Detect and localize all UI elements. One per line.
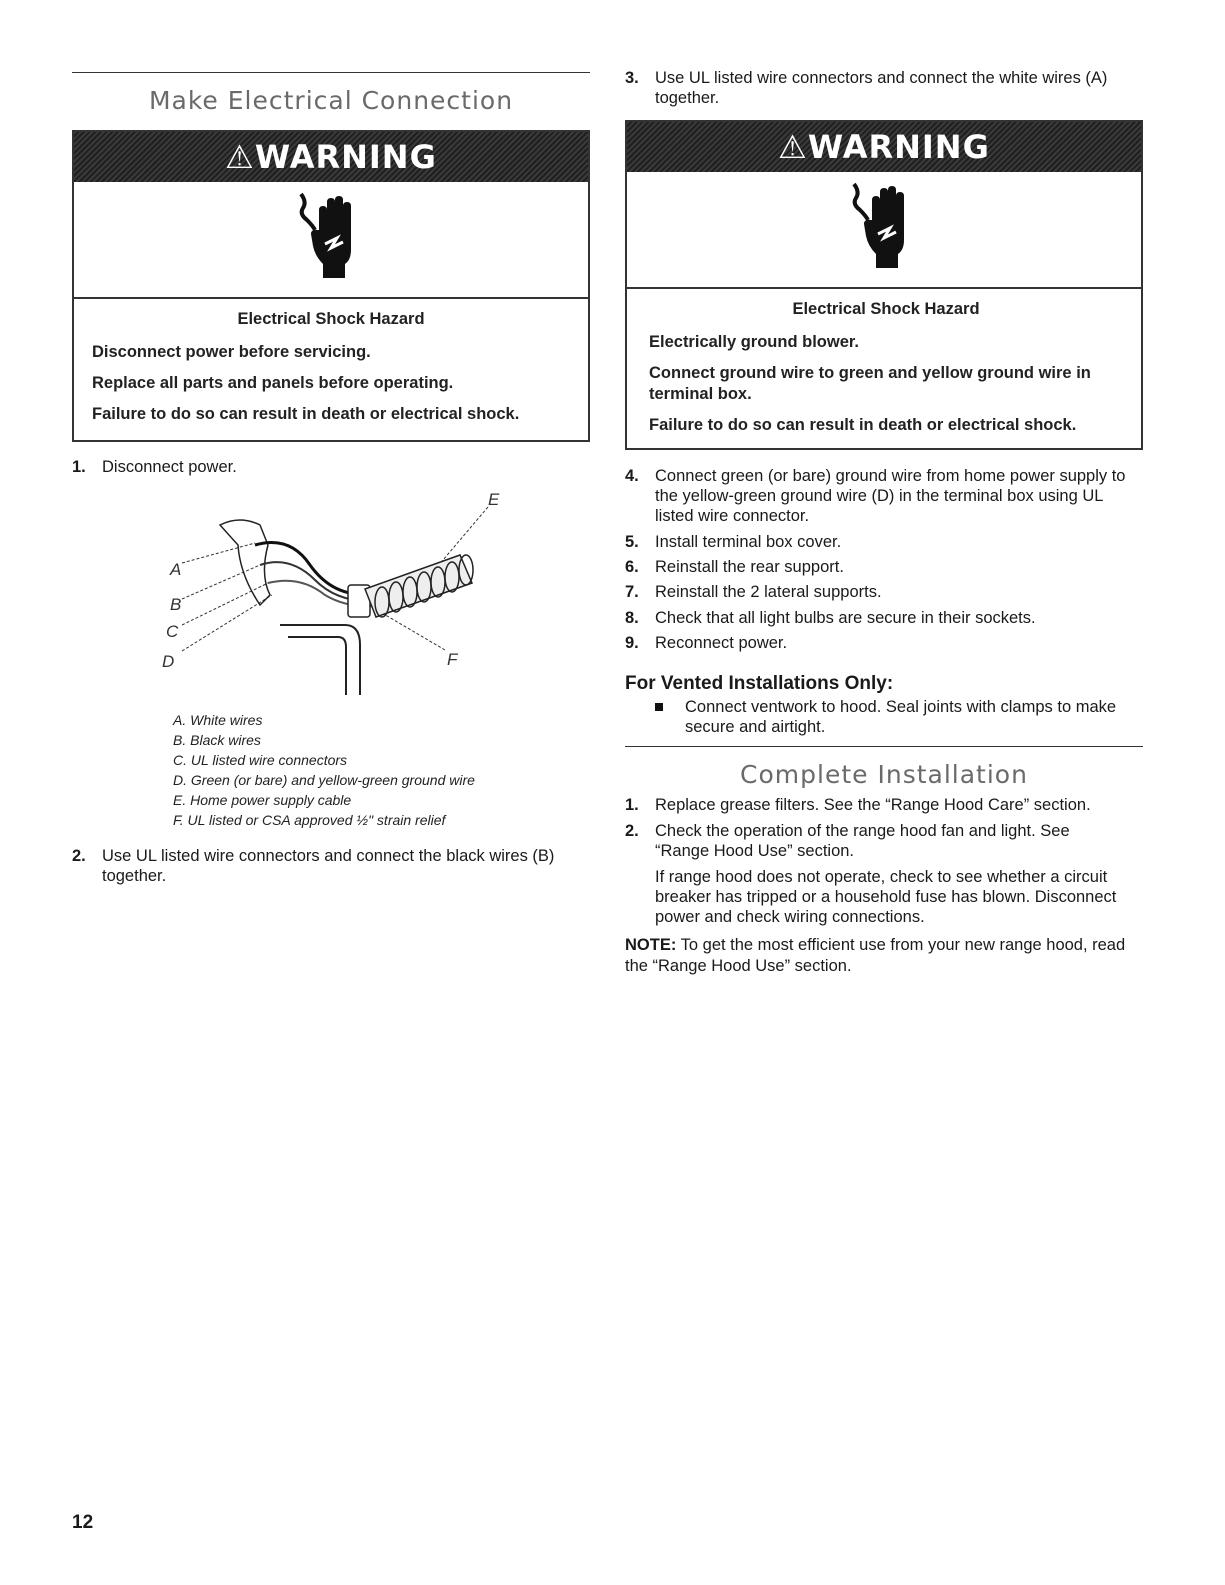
- electric-shock-hand-icon: [297, 190, 365, 280]
- hazard-title: Electrical Shock Hazard: [792, 300, 980, 318]
- figure-legend: [173, 710, 475, 830]
- step-7: [625, 582, 1140, 602]
- step-text: Install terminal box cover.: [655, 533, 842, 551]
- vented-installations-heading: For Vented Installations Only:: [625, 673, 894, 694]
- step-3: [625, 68, 1145, 108]
- electric-shock-hand-icon: [850, 180, 918, 270]
- figure-label-c: C: [166, 622, 179, 641]
- step-text: Use UL listed wire connectors and connect the black wires (B) together.: [102, 847, 555, 885]
- figure-label-f: F: [447, 650, 458, 669]
- warning-body: [627, 289, 1141, 454]
- shock-icon-row: [74, 182, 588, 299]
- note-label: NOTE:: [625, 936, 677, 954]
- step-text: Replace grease filters. See the “Range Hood Care” section.: [655, 796, 1091, 814]
- figure-label-d: D: [162, 652, 175, 671]
- note-text: To get the most efficient use from your new range hood, read the “Range Hood Use” section.: [625, 936, 1126, 975]
- step-number: 2.: [625, 822, 639, 840]
- step-text: Use UL listed wire connectors and connect the white wires (A) together.: [655, 69, 1108, 107]
- section-title-make-electrical: Make Electrical Connection: [148, 86, 514, 115]
- legend-item: E. Home power supply cable: [173, 792, 352, 808]
- wiring-diagram: [160, 485, 520, 700]
- figure-label-e: E: [488, 490, 500, 509]
- step-number: 1.: [72, 458, 86, 476]
- step-text: Reconnect power.: [655, 634, 788, 652]
- figure-label-b: B: [170, 595, 182, 614]
- step-5: [625, 532, 1140, 552]
- step-number: 6.: [625, 558, 639, 576]
- step-9: [625, 633, 1140, 653]
- warning-line: Failure to do so can result in death or electrical shock.: [92, 405, 520, 423]
- step-1: [72, 457, 590, 477]
- step-text: Check the operation of the range hood fan and light. See “Range Hood Use” section.: [655, 822, 1070, 860]
- step-4: [625, 466, 1140, 526]
- warning-triangle-icon: ⚠: [778, 128, 808, 166]
- section-title-complete-installation: Complete Installation: [740, 760, 1028, 789]
- warning-box-right: [625, 120, 1143, 450]
- warning-header: [627, 122, 1141, 172]
- legend-item: D. Green (or bare) and yellow-green ground wire: [173, 772, 475, 788]
- legend-item: F. UL listed or CSA approved ½" strain relief: [173, 812, 446, 828]
- shock-icon-row: [627, 172, 1141, 289]
- note-paragraph: [625, 935, 1145, 977]
- step-2: [72, 846, 572, 886]
- warning-line: Disconnect power before servicing.: [92, 343, 371, 361]
- warning-header: [74, 132, 588, 182]
- complete-step-2: [625, 821, 1125, 861]
- top-rule-left: [72, 72, 590, 73]
- page-number: 12: [72, 1512, 94, 1533]
- step-text: Reinstall the rear support.: [655, 558, 844, 576]
- bullet-square-icon: [655, 703, 663, 711]
- hazard-title: Electrical Shock Hazard: [237, 310, 425, 328]
- step-number: 4.: [625, 467, 639, 485]
- divider-rule-right: [625, 746, 1143, 747]
- complete-step-2-detail: [625, 867, 1125, 927]
- step-number: 8.: [625, 609, 639, 627]
- step-text: Disconnect power.: [102, 458, 237, 476]
- step-number: 3.: [625, 69, 639, 87]
- warning-line: Replace all parts and panels before operating.: [92, 374, 454, 392]
- warning-heading: WARNING: [254, 138, 437, 176]
- step-number: 7.: [625, 583, 639, 601]
- step-number: 2.: [72, 847, 86, 865]
- legend-item: C. UL listed wire connectors: [173, 752, 348, 768]
- warning-line: Failure to do so can result in death or electrical shock.: [649, 416, 1077, 434]
- bullet-text: Connect ventwork to hood. Seal joints with clamps to make secure and airtight.: [685, 698, 1117, 736]
- step-number: 1.: [625, 796, 639, 814]
- step-text: Check that all light bulbs are secure in their sockets.: [655, 609, 1036, 627]
- step-text: Connect green (or bare) ground wire from home power supply to the yellow-green ground wire (D) in the terminal box using UL listed wire connector.: [655, 467, 1126, 525]
- step-number: 5.: [625, 533, 639, 551]
- step-8: [625, 608, 1140, 628]
- warning-body: [74, 299, 588, 443]
- vented-bullet: [655, 697, 1125, 737]
- legend-item: A. White wires: [173, 712, 263, 728]
- step-text: If range hood does not operate, check to see whether a circuit breaker has tripped or a household fuse has blown. Disconnect power and check wiring connections.: [655, 868, 1117, 926]
- warning-line: Connect ground wire to green and yellow ground wire in terminal box.: [649, 364, 1091, 403]
- step-6: [625, 557, 1140, 577]
- warning-triangle-icon: ⚠: [225, 138, 255, 176]
- step-number: 9.: [625, 634, 639, 652]
- warning-line: Electrically ground blower.: [649, 333, 859, 351]
- warning-box-left: [72, 130, 590, 442]
- figure-label-a: A: [170, 560, 182, 579]
- complete-step-1: [625, 795, 1145, 815]
- step-text: Reinstall the 2 lateral supports.: [655, 583, 882, 601]
- legend-item: B. Black wires: [173, 732, 261, 748]
- warning-heading: WARNING: [807, 128, 990, 166]
